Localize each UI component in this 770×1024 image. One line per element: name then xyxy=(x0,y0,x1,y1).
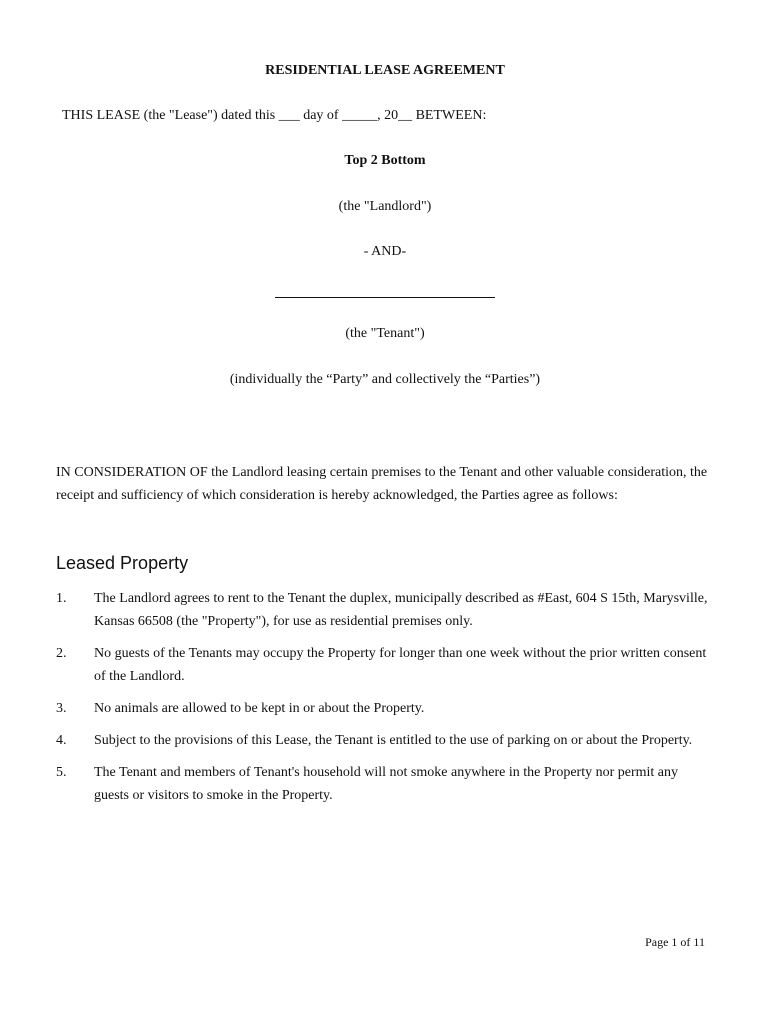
clause-number: 4. xyxy=(56,733,67,748)
clause-number: 1. xyxy=(56,591,67,606)
clause-number: 2. xyxy=(56,646,67,661)
landlord-role-label: (the "Landlord") xyxy=(338,199,432,214)
page-number: Page 1 of 11 xyxy=(645,935,705,949)
and-separator: - AND- xyxy=(363,244,407,259)
clause-text: Subject to the provisions of this Lease, the Tenant is entitled to the use of parking on or about the Property. xyxy=(94,733,693,748)
clause-text: The Landlord agrees to rent to the Tenant the duplex, municipally described as #East, 604 S 15th, Marysville, Kansas 66508 (the "Property"), for use as residential premises only. xyxy=(94,591,708,629)
tenant-name-blank xyxy=(275,297,495,298)
clause-text: The Tenant and members of Tenant's household will not smoke anywhere in the Property nor permit any guests or visitors to smoke in the Property. xyxy=(94,765,679,803)
clause-item xyxy=(56,729,716,752)
document-title: RESIDENTIAL LEASE AGREEMENT xyxy=(265,63,505,78)
clause-item xyxy=(56,697,716,720)
clause-text: No guests of the Tenants may occupy the Property for longer than one week without the prior written consent of the Landlord. xyxy=(94,646,707,684)
clause-text: No animals are allowed to be kept in or about the Property. xyxy=(94,701,425,716)
parties-note: (individually the “Party” and collectively the “Parties”) xyxy=(229,372,541,387)
clause-item xyxy=(56,761,716,807)
clause-item xyxy=(56,587,716,633)
landlord-name: Top 2 Bottom xyxy=(344,153,426,168)
clause-number: 5. xyxy=(56,765,67,780)
section-heading-leased-property: Leased Property xyxy=(56,553,189,573)
clause-list xyxy=(56,587,716,816)
clause-number: 3. xyxy=(56,701,67,716)
lease-intro: THIS LEASE (the "Lease") dated this ___ day of _____, 20__ BETWEEN: xyxy=(62,108,487,123)
clause-item xyxy=(56,642,716,688)
consideration-paragraph: IN CONSIDERATION OF the Landlord leasing certain premises to the Tenant and other valuable consideration, the receipt and sufficiency of which consideration is hereby acknowledged, the Parties agree as follows: xyxy=(56,465,708,503)
tenant-role-label: (the "Tenant") xyxy=(345,326,425,341)
